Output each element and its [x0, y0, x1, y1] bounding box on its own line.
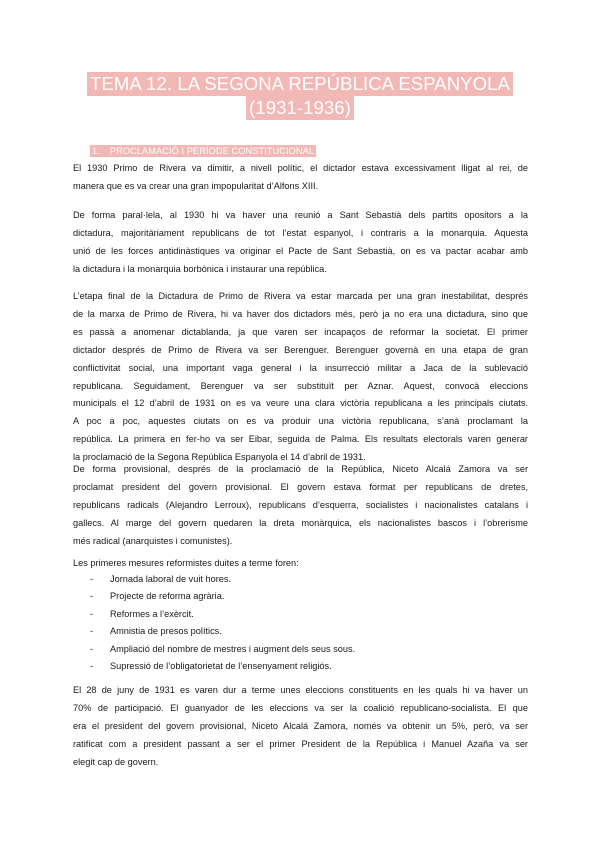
section-heading: [90, 145, 316, 157]
text-line: de la marxa de Primo de Rivera, hi va haver dos dictadors més, però ja no era una dictadura, sino que: [73, 308, 528, 319]
section-title: PROCLAMACIÓ I PERÍODE CONSTITUCIONAL: [109, 146, 315, 156]
text-line: més radical (anarquistes i comunistes).: [73, 535, 233, 546]
list-item: - Ampliació del nombre de mestres i augment dels seus sous.: [90, 641, 528, 658]
title-line-2: (1931-1936): [246, 96, 354, 120]
text-line: república. La primera en fer-ho va ser Eibar, seguida de Palma. Els resultats electorals varen generar: [73, 434, 528, 445]
reforms-list: [73, 571, 528, 675]
text-line: manera que es va crear una gran impopularitat d’Alfons XIII.: [73, 180, 319, 191]
text-line: conflictivitat social, una important vaga general i la insurrecció militar a Jaca de la sublevació: [73, 362, 528, 373]
paragraph-6: [73, 682, 528, 772]
text-line: De forma paral·lela, al 1930 hi va haver una reunió a Sant Sebastià dels partits opositors a la: [73, 210, 528, 220]
text-line: unió de les forces antidinàstiques va originar el Pacte de Sant Sebastià, on es va pactar acabar amb: [73, 245, 528, 256]
text-line: la proclamació de la Segona República Espanyola el 14 d’abril de 1931.: [73, 452, 366, 463]
list-item: - Reformes a l’exèrcit.: [90, 606, 528, 623]
text-line: gallecs. Al marge del govern quedaren la dreta monàrquica, els nacionalistes bascos i l’obrerisme: [73, 517, 528, 528]
text-line: republicans radicals (Alejandro Lerroux), republicans d’esquerra, socialistes i nacionalistes catalans i: [73, 499, 528, 510]
list-item: - Projecte de reforma agrària.: [90, 588, 528, 605]
text-line: la dictadura i la monarquia borbònica i instaurar una república.: [73, 263, 327, 274]
text-line: 70% de participació. El guanyador de les eleccions va ser la coalició republicano-socialista. El que: [73, 702, 528, 713]
paragraph-1: [73, 160, 528, 196]
text-line: republicana. Seguidament, Berenguer va ser substituït per Aznar. Aquest, convocà eleccions: [73, 380, 528, 391]
text-line: A poc a poc, aquestes ciutats on es va produir una victòria republicana, s’anà proclamant la: [73, 416, 528, 427]
text-line: era el president del govern provisional, Niceto Alcalá Zamora, només va obtenir un 5%, però, va ser: [73, 720, 528, 731]
paragraph-2: [73, 207, 528, 279]
paragraph-3: [73, 288, 528, 467]
text-line: El 28 de juny de 1931 es varen dur a terme unes eleccions constituents en les quals hi va haver un: [73, 685, 528, 695]
text-line: dictadura, majoritàriament republicans de tot l’estat espanyol, i contraris a la monarquia. Aquesta: [73, 227, 528, 238]
text-line: dictador després de Primo de Rivera va ser Berenguer. Berenguer governà en una etapa de gran: [73, 344, 528, 355]
paragraph-4: [73, 461, 528, 551]
text-line: elegit cap de govern.: [73, 756, 159, 767]
list-item: - Supressió de l’obligatorietat de l’ensenyament religiós.: [90, 658, 528, 675]
text-line: es passà a anomenar dictablanda, ja que varen ser incapaços de reformar la societat. El primer: [73, 326, 528, 337]
list-item: - Jornada laboral de vuit hores.: [90, 571, 528, 588]
text-line: Les primeres mesures reformistes duites a terme foren:: [73, 558, 299, 568]
text-line: proclamat president del govern provisional. El govern estava format per republicans de dretes,: [73, 481, 528, 492]
text-line: El 1930 Primo de Rivera va dimitir, a nivell polític, el dictador estava excessivament lligat al rei, de: [73, 163, 528, 173]
text-line: De forma provisional, després de la proclamació de la República, Niceto Alcalá Zamora va ser: [73, 464, 528, 474]
text-line: ratificat com a president passant a ser el primer President de la República i Manuel Azaña va ser: [73, 738, 528, 749]
title-line-1: TEMA 12. LA SEGONA REPÚBLICA ESPANYOLA: [87, 72, 513, 96]
section-number: 1.: [92, 146, 100, 156]
list-item: - Amnistia de presos polítics.: [90, 623, 528, 640]
text-line: municipals el 12 d’abril de 1931 on es va veure una clara victòria republicana a les principals ciutats.: [73, 398, 528, 409]
document-title: [0, 72, 600, 120]
text-line: L’etapa final de la Dictadura de Primo de Rivera va estar marcada per una gran inestabilitat, després: [73, 291, 528, 301]
